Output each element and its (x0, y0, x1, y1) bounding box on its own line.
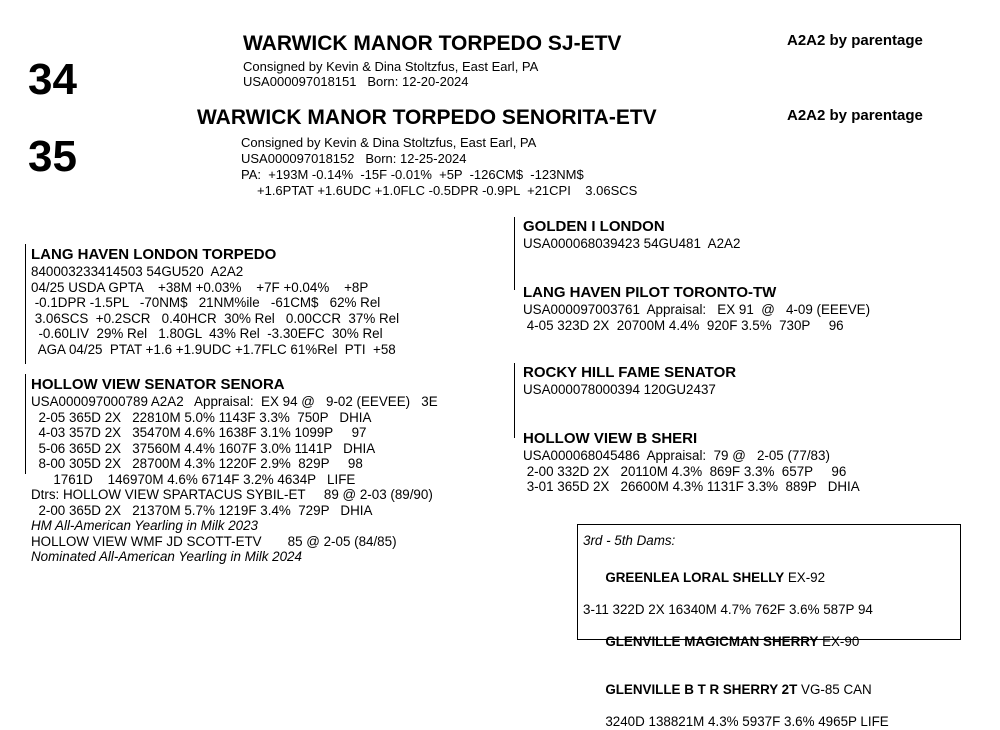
dam-line: Dtrs: HOLLOW VIEW SPARTACUS SYBIL-ET 89 @ 2-03 (89/90) (31, 487, 433, 502)
dam-dam-line: USA000068045486 Appraisal: 79 @ 2-05 (77/83) (523, 448, 830, 463)
dam-name: HOLLOW VIEW SENATOR SENORA (31, 376, 285, 393)
dam-dam-name: HOLLOW VIEW B SHERI (523, 430, 698, 447)
sire-dam-line: 4-05 323D 2X 20700M 4.4% 920F 3.5% 730P 96 (523, 317, 844, 333)
fifth-dam-record: 3240D 138821M 4.3% 5937F 3.6% 4965P LIFE (583, 714, 889, 729)
dam-line: 1761D 146970M 4.6% 6714F 3.2% 4634P LIFE (31, 471, 356, 487)
lot-number-35: 35 (28, 132, 77, 181)
fifth-dam-name: GLENVILLE B T R SHERRY 2T (605, 682, 798, 697)
lot35-registration: USA000097018152 Born: 12-25-2024 (241, 151, 467, 166)
dam-bracket-line (25, 374, 26, 474)
sire-line: 840003233414503 54GU520 A2A2 (31, 264, 244, 279)
sire-sire-line: USA000068039423 54GU481 A2A2 (523, 236, 741, 251)
dam-sire-name: ROCKY HILL FAME SENATOR (523, 364, 737, 381)
sire-bracket-line (25, 244, 26, 364)
lot35-a2a2-tag: A2A2 by parentage (787, 107, 923, 124)
lot34-a2a2-tag: A2A2 by parentage (787, 32, 923, 49)
sire-line: -0.1DPR -1.5PL -70NM$ 21NM%ile -61CM$ 62% Rel (31, 295, 381, 310)
lot35-animal-name: WARWICK MANOR TORPEDO SENORITA-ETV (197, 106, 657, 129)
dam-line: 8-00 305D 2X 28700M 4.3% 1220F 2.9% 829P 98 (31, 456, 363, 471)
sire-dam-name: LANG HAVEN PILOT TORONTO-TW (523, 284, 777, 301)
sire-line: AGA 04/25 PTAT +1.6 +1.9UDC +1.7FLC 61%Rel PTI +58 (31, 341, 396, 357)
dam-nomination-note: Nominated All-American Yearling in Milk 2024 (31, 549, 302, 564)
fourth-dam-name: GLENVILLE MAGICMAN SHERRY (605, 634, 819, 649)
lot34-registration: USA000097018151 Born: 12-20-2024 (243, 74, 469, 89)
sire-dam-line: USA000097003761 Appraisal: EX 91 @ 4-09 (EEEVE) (523, 302, 871, 317)
sire-sire-bracket-line (514, 217, 515, 290)
lot35-parent-average-line2: +1.6PTAT +1.6UDC +1.0FLC -0.5DPR -0.9PL +21CPI 3.06SCS (257, 183, 638, 198)
lot34-consigner: Consigned by Kevin & Dina Stoltzfus, East Earl, PA (243, 59, 539, 74)
lot35-consigner: Consigned by Kevin & Dina Stoltzfus, East Earl, PA (241, 135, 537, 150)
sire-line: 04/25 USDA GPTA +38M +0.03% +7F +0.04% +8P (31, 279, 369, 295)
dam-sire-bracket-line (514, 363, 515, 438)
third-dam-record: 3-11 322D 2X 16340M 4.7% 762F 3.6% 587P 94 (583, 602, 873, 617)
third-dam-score: EX-92 (784, 570, 826, 585)
sire-dam-block (523, 284, 870, 333)
lot35-parent-average-line1: PA: +193M -0.14% -15F -0.01% +5P -126CM$ -123NM$ (241, 167, 584, 182)
dam-award-note: HM All-American Yearling in Milk 2023 (31, 518, 258, 533)
lot-number-34: 34 (28, 55, 77, 104)
fifth-dam-score: VG-85 CAN (797, 682, 872, 697)
dam-block (31, 376, 438, 565)
dam-line: 5-06 365D 2X 37560M 4.4% 1607F 3.0% 1141P DHIA (31, 440, 376, 456)
sire-sire-block (523, 218, 740, 252)
dam-extra-offspring: HOLLOW VIEW WMF JD SCOTT-ETV 85 @ 2-05 (84/85) (31, 533, 397, 549)
dam-dam-block (523, 430, 860, 495)
sire-line: 3.06SCS +0.2SCR 0.40HCR 30% Rel 0.00CCR 37% Rel (31, 310, 400, 326)
lot34-animal-name: WARWICK MANOR TORPEDO SJ-ETV (243, 32, 622, 55)
dam-sire-line: USA000078000394 120GU2437 (523, 382, 716, 397)
fourth-dam-score: EX-90 (818, 634, 860, 649)
sire-line: -0.60LIV 29% Rel 1.80GL 43% Rel -3.30EFC 30% Rel (31, 326, 383, 341)
sire-name: LANG HAVEN LONDON TORPEDO (31, 246, 277, 263)
dam-dam-line: 2-00 332D 2X 20110M 4.3% 869F 3.3% 657P 96 (523, 463, 847, 479)
dam-line: 4-03 357D 2X 35470M 4.6% 1638F 3.1% 1099P 97 (31, 425, 367, 440)
ancestral-dams-title: 3rd - 5th Dams: (583, 533, 676, 548)
dam-line: 2-00 365D 2X 21370M 5.7% 1219F 3.4% 729P DHIA (31, 502, 373, 518)
third-dam-name: GREENLEA LORAL SHELLY (605, 570, 785, 585)
dam-line: USA000097000789 A2A2 Appraisal: EX 94 @ 9-02 (EEVEE) 3E (31, 394, 438, 409)
sire-block (31, 246, 399, 357)
dam-sire-block (523, 364, 736, 398)
dam-dam-line: 3-01 365D 2X 26600M 4.3% 1131F 3.3% 889P DHIA (523, 479, 860, 494)
sire-sire-name: GOLDEN I LONDON (523, 218, 665, 235)
dam-line: 2-05 365D 2X 22810M 5.0% 1143F 3.3% 750P DHIA (31, 409, 372, 425)
ancestral-dams-box (577, 524, 961, 729)
